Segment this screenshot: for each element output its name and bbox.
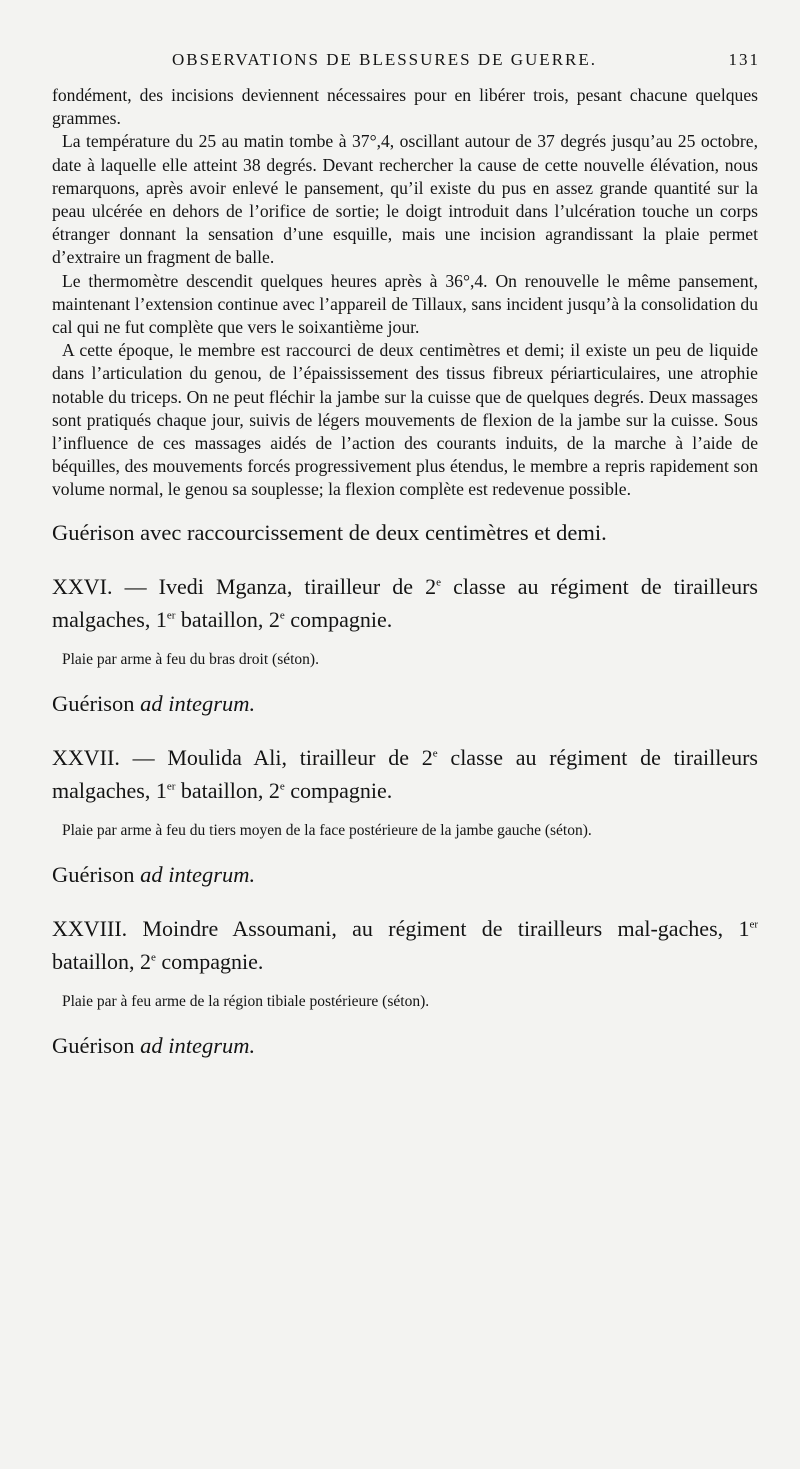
running-title: OBSERVATIONS DE BLESSURES DE GUERRE.: [172, 50, 598, 69]
case-28-wound: Plaie par à feu arme de la région tibiale postérieure (séton).: [62, 992, 430, 1010]
outcome-shortening: Guérison avec raccourcissement de deux centimètres et demi.: [52, 519, 607, 545]
running-header: [52, 50, 760, 70]
case-heading-26: XXVI. — Ivedi Mganza, tirailleur de 2e classe au régiment de tirailleurs malgaches, 1er bataillon, 2e compagnie.: [52, 573, 758, 632]
paragraph-thermometer: Le thermomètre descendit quelques heures après à 36°,4. On renouvelle le même pansement, maintenant l’extension continue avec l’appareil de Tillaux, sans incident jusqu’à la consolidation du cal qui ne fut complète que vers le soixantième jour.: [52, 270, 758, 338]
case-27-outcome: Guérison ad integrum.: [52, 861, 256, 887]
page-body: [52, 84, 758, 1061]
paragraph-continuation: fondément, des incisions deviennent nécessaires pour en libérer trois, pesant chacune quelques grammes.: [52, 85, 758, 129]
paragraph-recovery: A cette époque, le membre est raccourci de deux centimètres et demi; il existe un peu de liquide dans l’articulation du genou, de l’épaississement des tissus fibreux périarticulaires, une atrophie notable du triceps. On ne peut fléchir la jambe sur la cuisse que de quelques degrés. Deux massages sont pratiqués chaque jour, suivis de légers mouvements de flexion de la jambe sur la cuisse. Sous l’influence de ces massages aidés de l’action des courants induits, de la marche à l’aide de béquilles, des mouvements forcés progressivement plus étendus, le membre a repris rapidement son volume normal, le genou sa souplesse; la flexion complète est redevenue possible.: [52, 340, 758, 500]
case-heading-28: XXVIII. Moindre Assoumani, au régiment de tirailleurs mal-gaches, 1er bataillon, 2e compagnie.: [52, 915, 758, 974]
case-26-wound: Plaie par arme à feu du bras droit (séton).: [62, 650, 319, 668]
case-heading-27: XXVII. — Moulida Ali, tirailleur de 2e classe au régiment de tirailleurs malgaches, 1er bataillon, 2e compagnie.: [52, 744, 758, 803]
case-27-wound: Plaie par arme à feu du tiers moyen de la face postérieure de la jambe gauche (séton).: [62, 821, 592, 839]
paragraph-temperature: La température du 25 au matin tombe à 37°,4, oscillant autour de 37 degrés jusqu’au 25 octobre, date à laquelle elle atteint 38 degrés. Devant rechercher la cause de cette nouvelle élévation, nous remarquons, après avoir enlevé le pansement, qu’il existe du pus en assez grande quantité sur la peau ulcérée en dehors de l’orifice de sortie; le doigt introduit dans l’ulcération touche un corps étranger donnant la sensation d’une esquille, mais une incision agrandissant la plaie permet d’extraire un fragment de balle.: [52, 131, 758, 268]
case-26-outcome: Guérison ad integrum.: [52, 690, 256, 716]
case-28-outcome: Guérison ad integrum.: [52, 1032, 256, 1058]
page-number: 131: [728, 50, 760, 69]
